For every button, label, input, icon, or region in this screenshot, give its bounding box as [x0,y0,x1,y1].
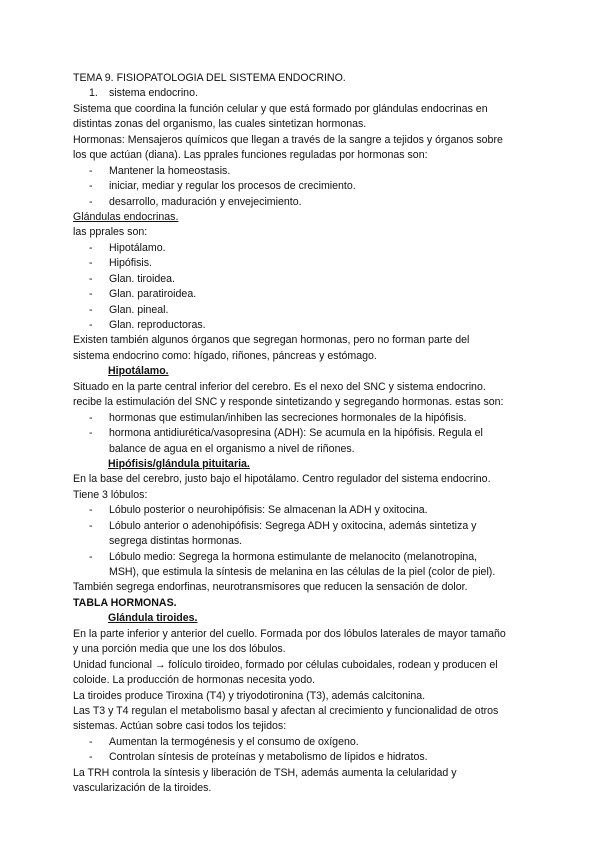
list-item [73,287,533,302]
list-item [73,503,533,518]
document-title: TEMA 9. FISIOPATOLOGIA DEL SISTEMA ENDOCRINO. [73,72,346,84]
bullet-dash: - [89,195,93,208]
paragraph-line: vascularización de la tiroides. [73,782,212,795]
bullet-dash: - [89,241,93,254]
pituitary-heading: Hipófisis/glándula pituitaria. [108,457,250,470]
bullet-dash: - [89,164,93,177]
glands-heading: Glándulas endocrinas. [73,210,179,223]
paragraph-line: La TRH controla la síntesis y liberación de TSH, además aumenta la celularidad y [73,766,457,779]
paragraph-line: Las T3 y T4 regulan el metabolismo basal y afectan al crecimiento y funcionalidad de otros [73,704,499,717]
list-item [73,164,533,179]
list-item-continuation: MSH), que estimula la síntesis de melanina en las células de la piel (color de piel). [109,566,496,578]
paragraph-line: Sistema que coordina la función celular y que está formado por glándulas endocrinas en [73,102,488,115]
list-item [73,303,533,318]
list-item-text: Hipotálamo. [109,241,166,254]
bullet-dash: - [89,519,93,532]
thyroid-heading: Glándula tiroides. [108,612,198,625]
list-item [73,411,533,426]
section-number: 1. [89,87,98,100]
list-item [73,272,533,287]
list-item-text: hormona antidiurética/vasopresina (ADH): Se acumula en la hipófisis. Regula el [109,427,483,440]
list-item [73,735,533,750]
list-item-continuation: segrega distintas hormonas. [109,535,243,548]
table-hormones-heading: TABLA HORMONAS. [73,596,177,609]
list-item [73,550,533,565]
section-heading-sistema-endocrino [73,86,533,101]
bullet-dash: - [89,427,93,440]
bullet-dash: - [89,288,93,301]
bullet-dash: - [89,411,93,424]
list-item-text: Glan. paratiroidea. [109,288,197,301]
paragraph-line: distintas zonas del organismo, las cuales sintetizan hormonas. [73,118,367,131]
bullet-dash: - [89,550,93,563]
list-item-text: Lóbulo medio: Segrega la hormona estimulante de melanocito (melanotropina, [109,550,478,563]
paragraph-line: Situado en la parte central inferior del cerebro. Es el nexo del SNC y sistema endocrino. [73,380,486,393]
paragraph-line: y una porción media que une los dos lóbulos. [73,643,286,656]
bullet-dash: - [89,180,93,193]
list-item-text: Controlan síntesis de proteínas y metabolismo de lípidos e hidratos. [109,751,428,764]
paragraph-line: los que actúan (diana). Las pprales funciones reguladas por hormonas son: [73,149,428,162]
list-item [73,426,533,441]
list-item-text: desarrollo, maduración y envejecimiento. [109,195,302,208]
hypothalamus-heading: Hipotálamo. [108,365,169,378]
paragraph-line: sistema endocrino como: hígado, riñones, páncreas y estómago. [73,349,377,362]
bullet-dash: - [89,504,93,517]
paragraph-line: En la base del cerebro, justo bajo el hipotálamo. Centro regulador del sistema endocrino. [73,473,491,486]
section-heading-text: sistema endocrino. [109,87,198,100]
list-item [73,241,533,256]
list-item-text: Glan. reproductoras. [109,319,206,331]
list-item-continuation: balance de agua en el organismo a nivel de riñones. [109,442,355,455]
bullet-dash: - [89,735,93,748]
paragraph-line: coloide. La producción de hormonas necesita yodo. [73,674,316,687]
paragraph-line: En la parte inferior y anterior del cuello. Formada por dos lóbulos laterales de mayor tamaño [73,627,506,640]
list-item [73,318,533,333]
bullet-dash: - [89,751,93,764]
list-item-text: Aumentan la termogénesis y el consumo de oxígeno. [109,735,359,748]
document-body [73,71,533,797]
list-item [73,179,533,194]
list-item [73,750,533,765]
list-item-text: Glan. pineal. [109,303,169,316]
list-item-text: Lóbulo posterior o neurohipófisis: Se almacenan la ADH y oxitocina. [109,504,428,517]
list-item-text: Lóbulo anterior o adenohipófisis: Segrega ADH y oxitocina, además sintetiza y [109,519,477,532]
list-item-text: iniciar, mediar y regular los procesos de crecimiento. [109,180,356,193]
paragraph-line: Tiene 3 lóbulos: [73,488,148,501]
list-item-text: Glan. tiroidea. [109,272,175,285]
paragraph-line: Existen también algunos órganos que segregan hormonas, pero no forman parte del [73,334,470,347]
list-item [73,256,533,271]
bullet-dash: - [89,303,93,316]
list-item [73,519,533,534]
bullet-dash: - [89,319,93,331]
bullet-dash: - [89,272,93,285]
paragraph-line: recibe la estimulación del SNC y responde sintetizando y segregando hormonas. estas son: [73,396,504,409]
list-item-text: hormonas que estimulan/inhiben las secreciones hormonales de la hipófisis. [109,411,467,424]
bullet-dash: - [89,257,93,270]
paragraph-line: También segrega endorfinas, neurotransmisores que reducen la sensación de dolor. [73,581,468,594]
paragraph-line: Unidad funcional → folículo tiroideo, formado por células cuboidales, rodean y producen el [73,658,498,671]
paragraph-line: La tiroides produce Tiroxina (T4) y triyodotironina (T3), además calcitonina. [73,689,426,702]
paragraph-line: sistemas. Actúan sobre casi todos los tejidos: [73,720,287,733]
list-item [73,195,533,210]
glands-intro: las pprales son: [73,226,148,239]
list-item-text: Mantener la homeostasis. [109,164,231,177]
list-item-text: Hipófisis. [109,257,152,270]
paragraph-line: Hormonas: Mensajeros químicos que llegan a través de la sangre a tejidos y órganos sobre [73,133,503,146]
